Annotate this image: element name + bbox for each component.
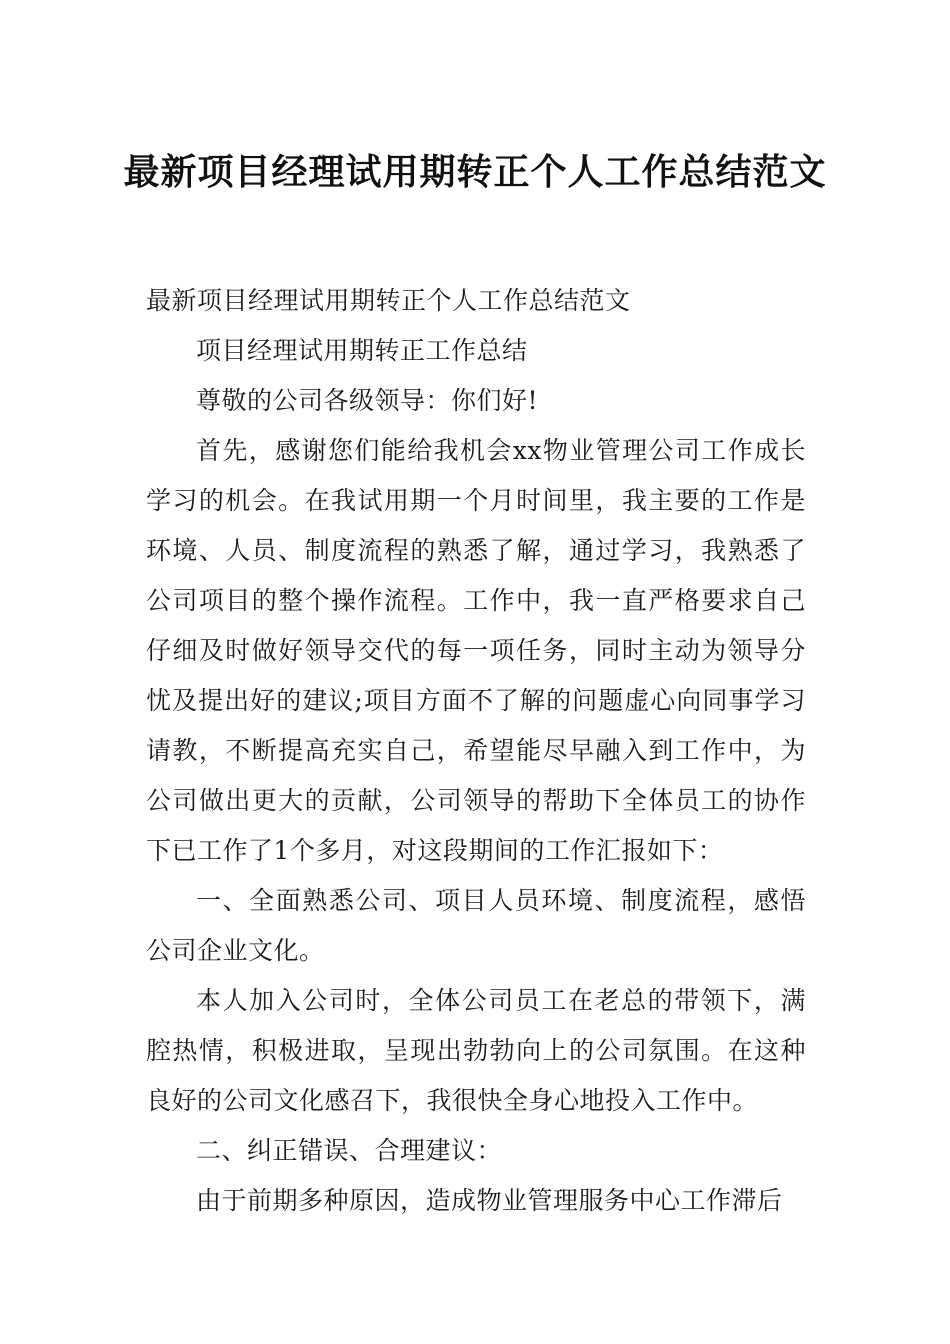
paragraph-subtitle: 项目经理试用期转正工作总结 — [196, 336, 528, 365]
paragraph-section-one-heading: 一、全面熟悉公司、项目人员环境、制度流程，感悟公司企业文化。 — [146, 886, 806, 965]
paragraph-salutation: 尊敬的公司各级领导：你们好! — [196, 386, 539, 415]
paragraph-section-two-body: 由于前期多种原因，造成物业管理服务中心工作滞后 — [196, 1186, 783, 1215]
paragraph-intro: 首先，感谢您们能给我机会xx物业管理公司工作成长学习的机会。在我试用期一个月时间里，我主要的工作是环境、人员、制度流程的熟悉了解，通过学习，我熟悉了公司项目的整个操作流程。工作中，我一直严格要求自己仔细及时做好领导交代的每一项任务，同时主动为领导分忧及提出好的建议;项目方面不了解的问题虚心向同事学习请教，不断提高充实自己，希望能尽早融入到工作中，为公司做出更大的贡献，公司领导的帮助下全体员工的协作下已工作了1个多月，对这段期间的工作汇报如下： — [146, 436, 806, 865]
document-title: 最新项目经理试用期转正个人工作总结范文 — [123, 152, 827, 194]
paragraph-section-one-body: 本人加入公司时，全体公司员工在老总的带领下，满腔热情，积极进取，呈现出勃勃向上的公司氛围。在这种良好的公司文化感召下，我很快全身心地投入工作中。 — [146, 986, 806, 1115]
paragraph-heading-repeat: 最新项目经理试用期转正个人工作总结范文 — [146, 286, 631, 315]
paragraph-section-two-heading: 二、纠正错误、合理建议： — [196, 1136, 503, 1165]
document-body — [146, 276, 806, 1226]
